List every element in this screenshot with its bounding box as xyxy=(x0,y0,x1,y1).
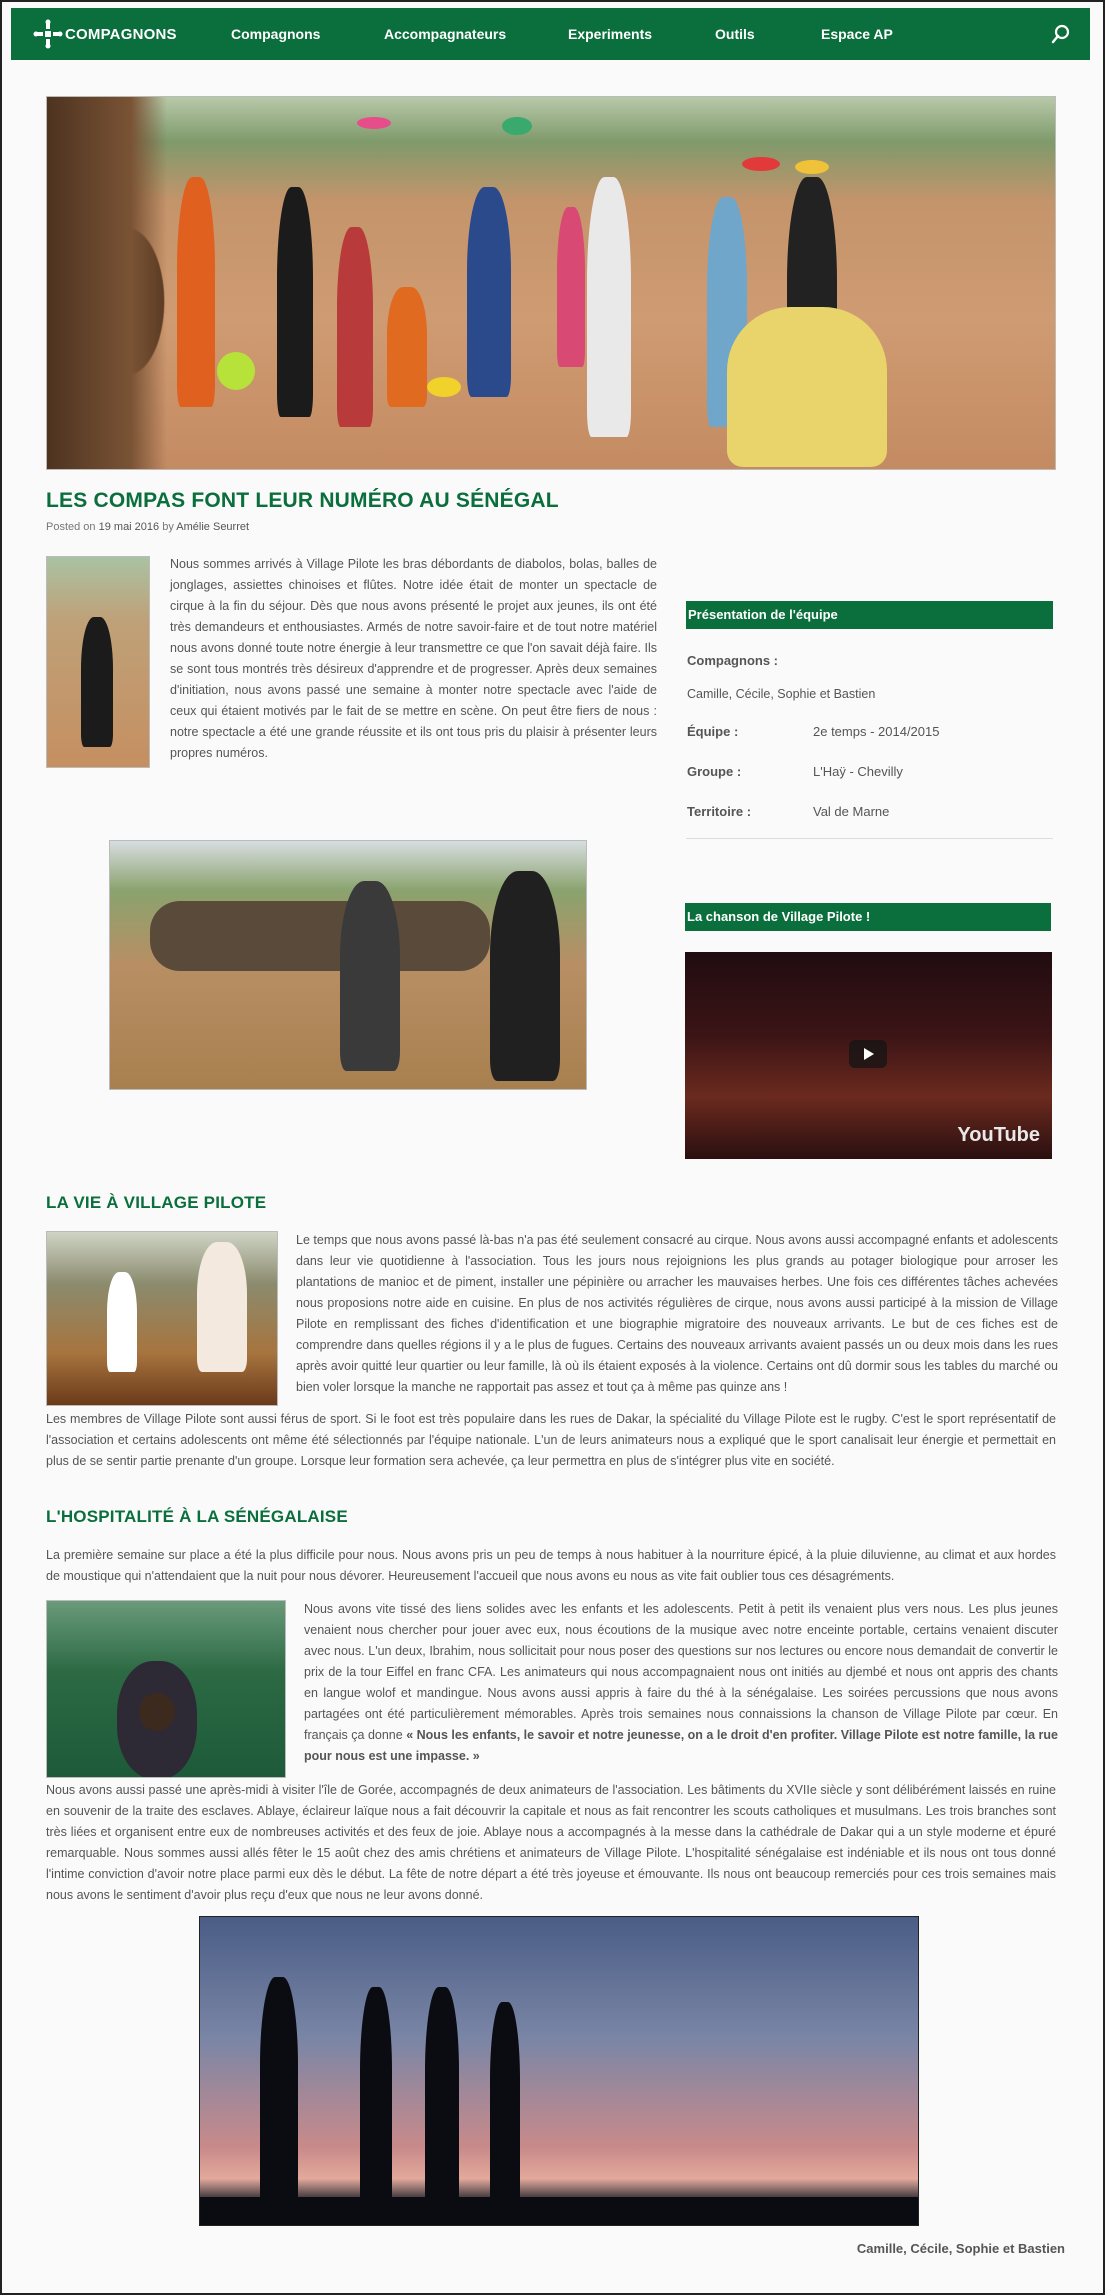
youtube-logo[interactable]: YouTube xyxy=(957,1124,1040,1146)
sunset-silhouettes-photo xyxy=(199,1916,919,2226)
nav-item-espace-ap[interactable]: Espace AP xyxy=(821,26,893,42)
nav-item-outils[interactable]: Outils xyxy=(715,26,755,42)
compagnons-value: Camille, Cécile, Sophie et Bastien xyxy=(687,687,876,701)
article-title: LES COMPAS FONT LEUR NUMÉRO AU SÉNÉGAL xyxy=(46,489,559,512)
article-signature: Camille, Cécile, Sophie et Bastien xyxy=(856,2241,1065,2256)
territoire-label: Territoire : xyxy=(687,804,752,819)
section2-paragraph-2-text: Nous avons vite tissé des liens solides avec les enfants et les adolescents. Petit à petit ils venaient plus vers nous. Les plus jeunes venaient nous chercher pour jouer avec eux, nous écoutions de la musique avec notre enceinte portable, certains venaient discuter avec nous. L'un deux, Ibrahim, nous sollicitait pour nous poser des questions sur nos lectures ou encore nous demandait de convertir le prix de la tour Eiffel en franc CFA. Les animateurs qui nous accompagnaient nous ont initiés au djembé et nous ont appris des chants en langue wolof et mandingue. Nous avons aussi appris à faire du thé à la sénégalaise. Les soirées percussions que nous avons partagées ont été particulièrement mémorables. Après trois semaines nous connaissions la chanson de Village Pilote par cœur. En français ça donne xyxy=(304,1602,1058,1742)
song-video-player[interactable] xyxy=(685,952,1052,1159)
section2-paragraph-1: La première semaine sur place a été la plus difficile pour nous. Nous avons pris un peu de temps à nous habituer à la nourriture épicé, à la pluie diluvienne, au climat et aux hordes de moustique qui n'attendaient que la nuit pour nous dévorer. Heureusement l'accueil que nous avons eu nous as vite fait oublier tous ces désagréments. xyxy=(46,1548,1056,1583)
hero-photo-circus-juggling xyxy=(46,96,1056,470)
posted-on-label: Posted on xyxy=(46,521,96,533)
top-navigation xyxy=(11,8,1090,60)
team-widget-divider xyxy=(686,838,1053,839)
group-seated-photo xyxy=(109,840,587,1090)
nav-item-compagnons[interactable]: Compagnons xyxy=(231,26,321,42)
section2-paragraph-3: Nous avons aussi passé une après-midi à visiter l'île de Gorée, accompagnés de deux animateurs de l'association. Les bâtiments du XVIIe siècle y sont délibérément laissés en ruine en souvenir de la traite des esclaves. Ablaye, éclaireur laïque nous a fait découvrir la capitale et nous as fait rencontrer les scouts catholiques et musulmans. Les trois branches sont très liées et organisent entre eux de nombreuses activités et des feux de joie. Ablaye nous a accompagnés à la messe dans la cathédrale de Dakar qui a un style moderne et épuré remarquable. Nous sommes aussi allés fêter le 15 août chez des amis chrétiens et animateurs de Village Pilote. L'hospitalité sénégalaise est indéniable et ils nous ont tous donné l'intime conviction d'avoir notre place parmi eux dès le début. La fête de notre départ a été très joyeuse et émouvante. Ils nous ont beaucoup remerciés pour ces trois semaines mais nous avons le sentiment d'avoir plus reçu d'eux que nous ne leur avons donné. xyxy=(46,1783,1056,1902)
article-date[interactable]: 19 mai 2016 xyxy=(98,521,160,533)
groupe-value: L'Haÿ - Chevilly xyxy=(813,764,903,779)
section1-paragraph-1: Le temps que nous avons passé là-bas n'a pas été seulement consacré au cirque. Nous avons aussi accompagné enfants et adolescents dans leur vie quotidienne à l'association. Tous les jours nous rejoignions les plus grands au potager biologique pour arroser les plantations de manioc et de piment, installer une pépinière ou arracher les mauvaises herbes. Une fois ces différentes tâches achevées nous proposions notre aide en cuisine. En plus de nos activités régulières de cirque, nous avons aussi participé à la mission de Village Pilote en remplissant des fiches d'identification et une biographie migratoire des nouveaux arrivants. Le but de ces fiches est de comprendre dans quelles régions il y a le plus de fugues. Certains des nouveaux arrivants avaient passés un ou deux mois dans les rues après avoir quitté leur quartier ou leur famille, là où ils étaient exposés à la violence. Certains ont dû dormir sous les tables du marché ou bien voler lorsque la manche ne rapportait pas assez et tout ça à même pas quinze ans ! xyxy=(296,1233,1058,1394)
section2-paragraph-2 xyxy=(304,1599,1058,1767)
compagnons-logo-icon xyxy=(33,19,63,49)
intro-paragraph: Nous sommes arrivés à Village Pilote les bras débordants de diabolos, bolas, balles de jonglages, assiettes chinoises et flûtes. Notre idée était de monter un spectacle de cirque à la fin du séjour. Dès que nous avons présenté le projet aux jeunes, ils ont été très demandeurs et enthousiastes. Armés de notre savoir-faire et de tout notre matériel nous avons donné toute notre énergie à leur transmettre ce que l'on savait déjà faire. Ils se sont tous montrés très désireux d'apprendre et de progresser. Après deux semaines d'initiation, nous avons passé une semaine à monter notre spectacle avec l'aide de ceux qui étaient motivés par le fait de se mettre en scène. On peut être fiers de nous : notre spectacle a été une grande réussite et ils ont tous pris du plaisir à présenter leurs propres numéros. xyxy=(170,557,657,760)
groupe-label: Groupe : xyxy=(687,764,742,779)
brand-logo[interactable] xyxy=(33,19,213,49)
nav-item-accompagnateurs[interactable]: Accompagnateurs xyxy=(384,26,507,42)
team-widget-title: Présentation de l'équipe xyxy=(686,601,1053,629)
territoire-value: Val de Marne xyxy=(813,804,890,819)
compagnons-label: Compagnons : xyxy=(687,653,778,668)
equipe-label: Équipe : xyxy=(687,724,739,739)
section1-paragraph-2: Les membres de Village Pilote sont aussi férus de sport. Si le foot est très populaire dans les rues de Dakar, la spécialité du Village Pilote est le rugby. C'est le sport représentatif de l'association et certains adolescents ont même été sélectionnés par l'équipe nationale. L'un de leurs animateurs nous a expliqué que le sport canalisait leur énergie et permettait en plus de se sentir partie prenante d'un groupe. Lorsque leur formation sera achevée, ça leur permettra en plus de s'intégrer plus vite en société. xyxy=(46,1412,1056,1468)
play-icon[interactable] xyxy=(849,1040,887,1068)
article-meta xyxy=(46,521,249,533)
village-life-photo xyxy=(46,1231,278,1406)
equipe-value: 2e temps - 2014/2015 xyxy=(813,724,940,739)
by-label: by xyxy=(162,521,174,533)
article-author[interactable]: Amélie Seurret xyxy=(176,521,250,533)
nav-item-experiments[interactable]: Experiments xyxy=(568,26,653,42)
song-quote: « Nous les enfants, le savoir et notre jeunesse, on a le droit d'en profiter. Village Pilote est notre famille, la rue pour nous est une impasse. » xyxy=(304,1728,1058,1763)
section-title-hospitalite: L'HOSPITALITÉ À LA SÉNÉGALAISE xyxy=(46,1507,348,1526)
song-widget-title: La chanson de Village Pilote ! xyxy=(685,903,1051,931)
section-title-village-pilote: LA VIE À VILLAGE PILOTE xyxy=(46,1193,267,1212)
group-selfie-photo xyxy=(46,1600,286,1778)
brand-name: COMPAGNONS xyxy=(65,25,177,43)
intro-photo-juggler xyxy=(46,556,150,768)
search-icon[interactable] xyxy=(1050,23,1072,45)
